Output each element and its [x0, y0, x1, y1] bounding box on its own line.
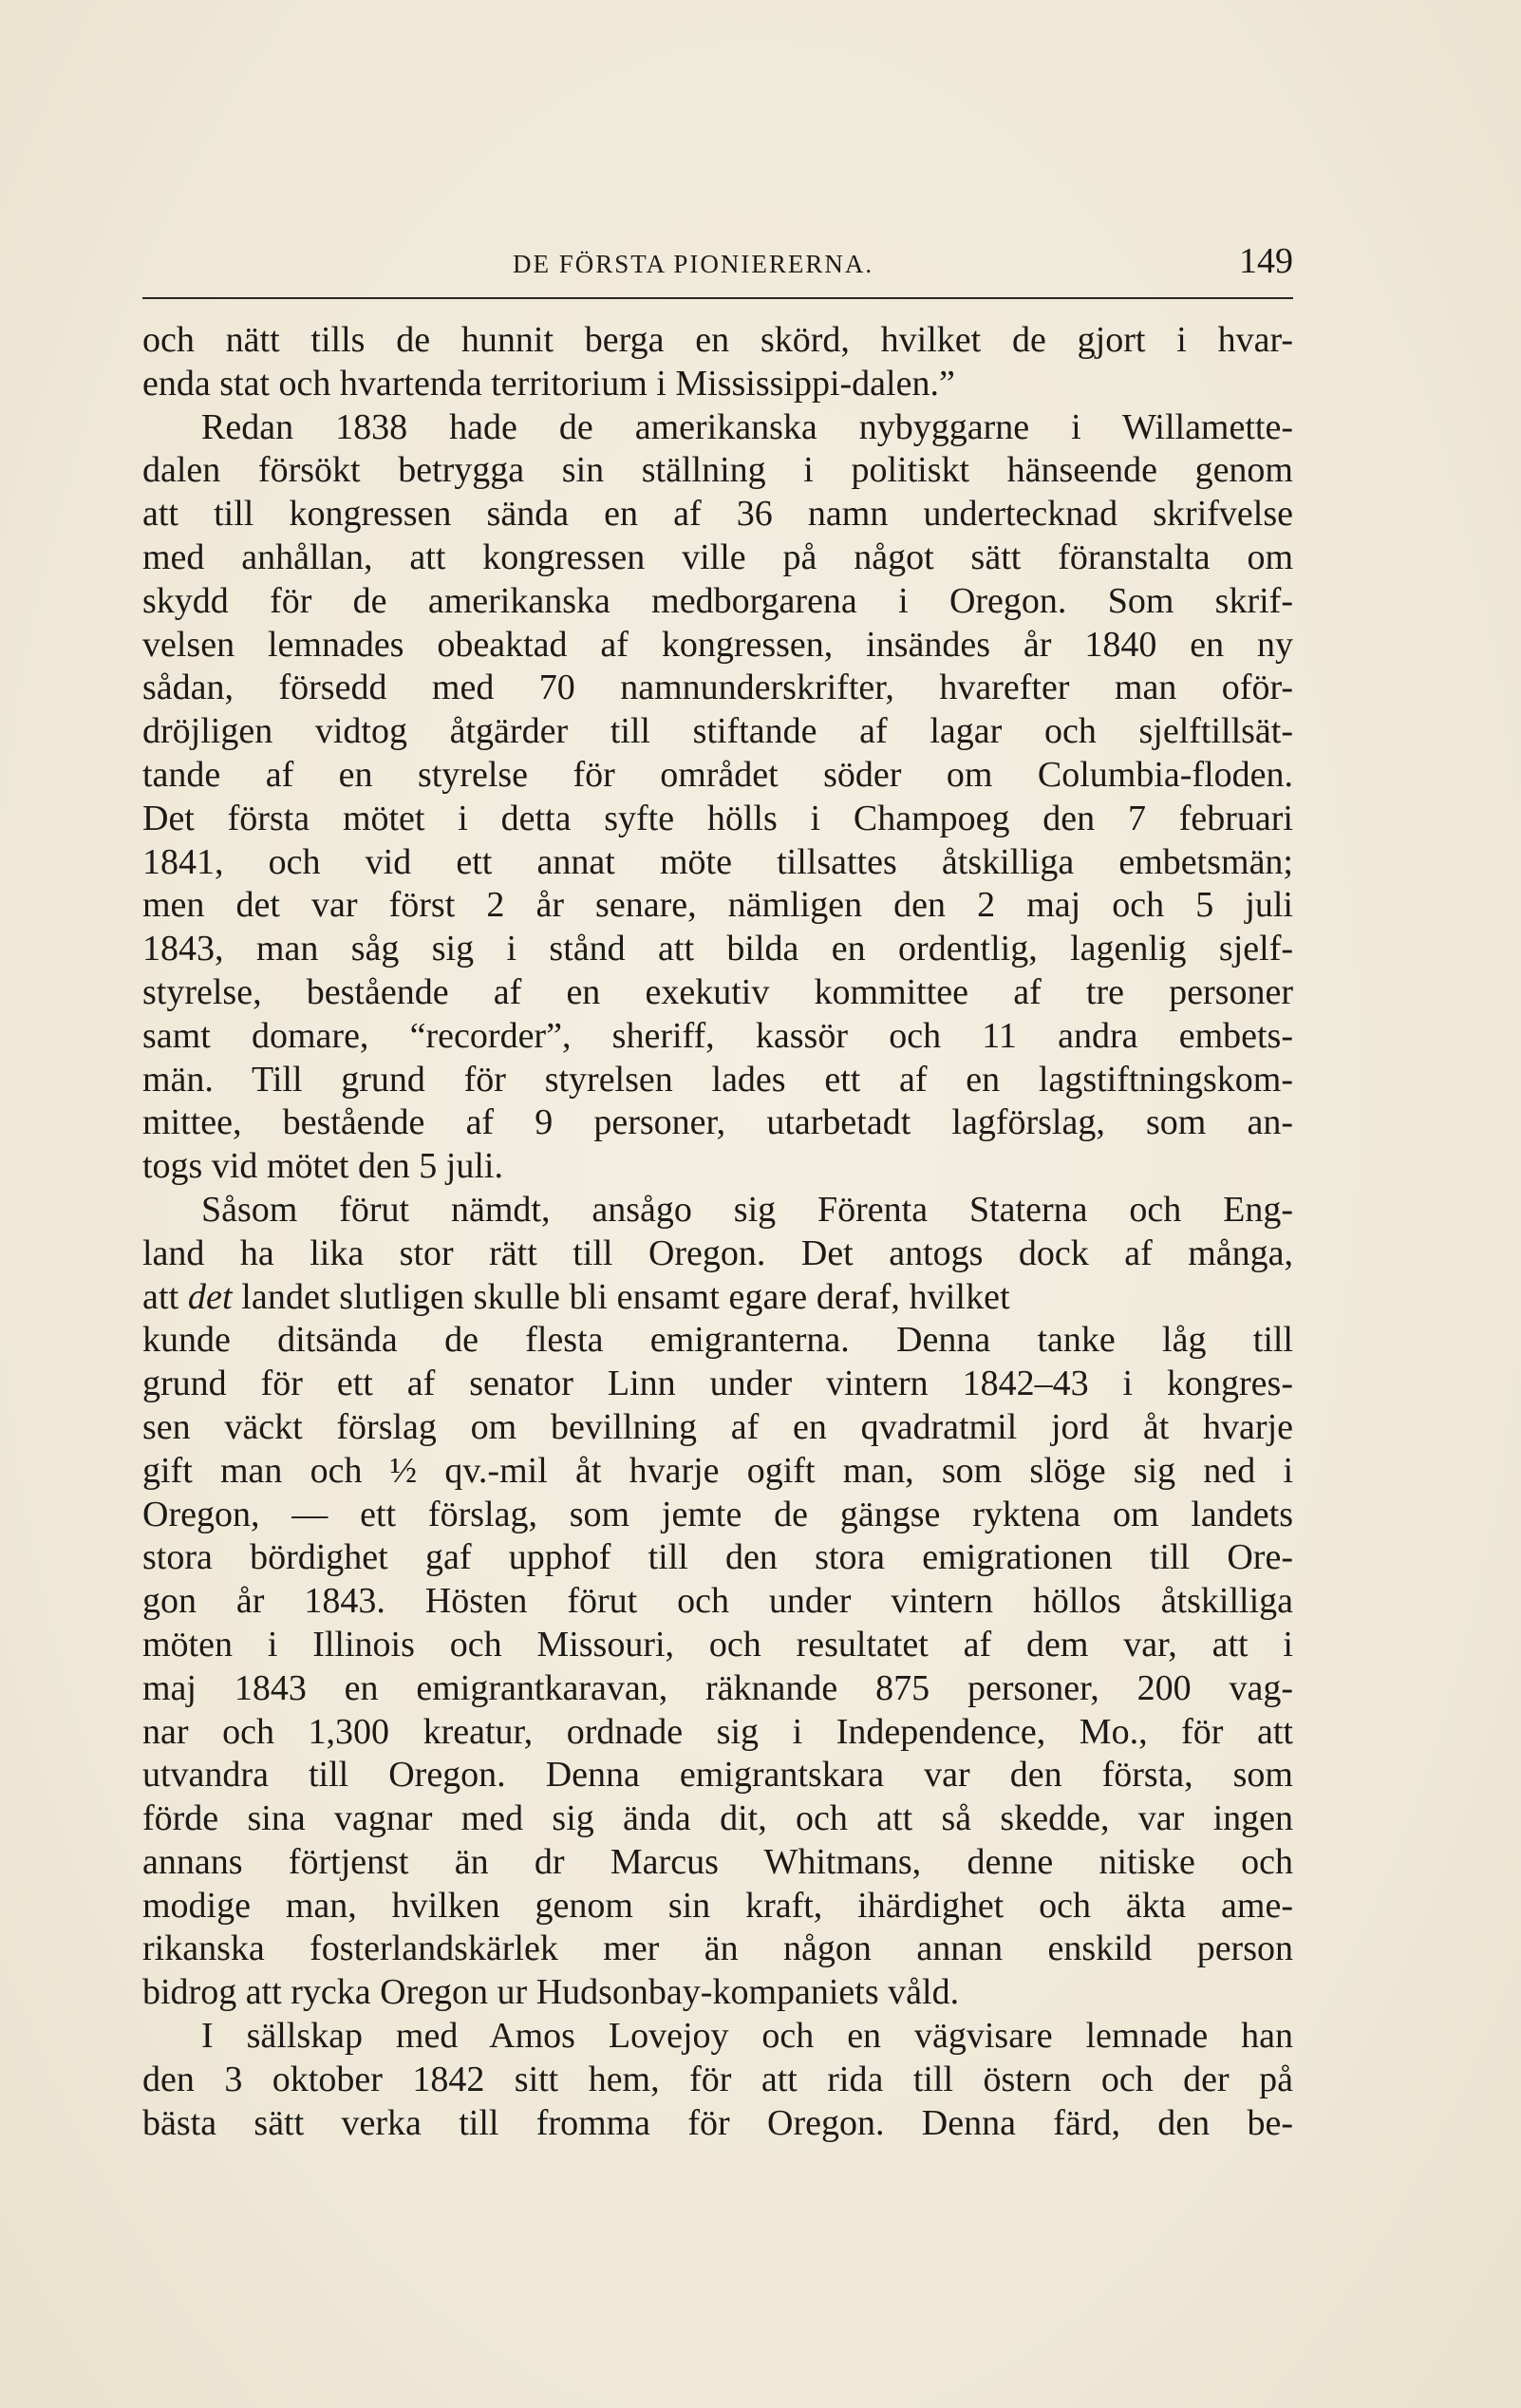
text-line: nar och 1,300 kreatur, ordnade sig i Independence, Mo., för att: [142, 1711, 1293, 1752]
text-line: förde sina vagnar med sig ända dit, och att så skedde, var ingen: [142, 1798, 1293, 1839]
body-text: [142, 319, 1293, 2145]
text-line: 1841, och vid ett annat möte tillsattes åtskilliga embetsmän;: [142, 841, 1293, 882]
page-number: 149: [1239, 241, 1293, 281]
text-line: Redan 1838 hade de amerikanska nybyggarne i Willamette-: [201, 406, 1293, 447]
text-line: möten i Illinois och Missouri, och resultatet af dem var, att i: [142, 1624, 1293, 1665]
text-line: velsen lemnades obeaktad af kongressen, insändes år 1840 en ny: [142, 624, 1293, 665]
text-line: stora bördighet gaf upphof till den stora emigrationen till Ore-: [142, 1537, 1293, 1578]
text-line: och nätt tills de hunnit berga en skörd, hvilket de gjort i hvar-: [142, 320, 1293, 360]
text-line: I sällskap med Amos Lovejoy och en vägvisare lemnade han: [201, 2016, 1293, 2057]
running-head: DE FÖRSTA PIONIERERNA.: [513, 250, 874, 278]
text-line: gon år 1843. Hösten förut och under vintern höllos åtskilliga: [142, 1581, 1293, 1622]
text-line: med anhållan, att kongressen ville på något sätt föranstalta om: [142, 536, 1293, 577]
text-line: rikanska fosterlandskärlek mer än någon annan enskild person: [142, 1928, 1293, 1969]
text-segment: att: [142, 1276, 188, 1317]
text-line: kunde ditsända de flesta emigranterna. Denna tanke låg till: [142, 1320, 1293, 1361]
italic-word: det: [187, 1276, 233, 1317]
text-line: men det var först 2 år senare, nämligen den 2 maj och 5 juli: [142, 885, 1293, 926]
text-line: samt domare, “recorder”, sheriff, kassör och 11 andra embets-: [142, 1015, 1293, 1056]
text-line: sen väckt förslag om bevillning af en qvadratmil jord åt hvarje: [142, 1406, 1293, 1447]
text-line: gift man och ½ qv.-mil åt hvarje ogift man, som slöge sig ned i: [142, 1450, 1293, 1491]
text-line: dröjligen vidtog åtgärder till stiftande af lagar och sjelftillsät-: [142, 711, 1293, 752]
header-rule: [142, 297, 1293, 299]
text-line: maj 1843 en emigrantkaravan, räknande 875 personer, 200 vag-: [142, 1667, 1293, 1708]
text-line: dalen försökt betrygga sin ställning i politiskt hänseende genom: [142, 450, 1293, 491]
text-line: utvandra till Oregon. Denna emigrantskara var den första, som: [142, 1755, 1293, 1796]
text-line: bästa sätt verka till fromma för Oregon. Denna färd, den be-: [142, 2102, 1293, 2143]
text-line: skydd för de amerikanska medborgarena i Oregon. Som skrif-: [142, 580, 1293, 621]
text-line: modige man, hvilken genom sin kraft, ihärdighet och äkta ame-: [142, 1885, 1293, 1926]
text-line: Såsom förut nämdt, ansågo sig Förenta Staterna och Eng-: [201, 1189, 1293, 1230]
text-line: annans förtjenst än dr Marcus Whitmans, denne nitiske och: [142, 1841, 1293, 1882]
text-line: Det första mötet i detta syfte hölls i Champoeg den 7 februari: [142, 798, 1293, 838]
text-line: Oregon, — ett förslag, som jemte de gängse ryktena om landets: [142, 1494, 1293, 1534]
text-line: mittee, bestående af 9 personer, utarbetadt lagförslag, som an-: [142, 1102, 1293, 1143]
text-line: sådan, försedd med 70 namnunderskrifter, hvarefter man oför-: [142, 668, 1293, 708]
text-line: den 3 oktober 1842 sitt hem, för att rida till östern och der på: [142, 2059, 1293, 2099]
text-line: enda stat och hvartenda territorium i Mississippi-dalen.”: [142, 363, 955, 404]
text-segment: landet slutligen skulle bli ensamt egare deraf, hvilket: [232, 1276, 1010, 1317]
text-line: togs vid mötet den 5 juli.: [142, 1146, 503, 1187]
page-header: [142, 240, 1293, 297]
text-line: att till kongressen sända en af 36 namn undertecknad skrifvelse: [142, 494, 1293, 535]
text-line: grund för ett af senator Linn under vintern 1842–43 i kongres-: [142, 1364, 1293, 1404]
text-line: styrelse, bestående af en exekutiv kommittee af tre personer: [142, 971, 1293, 1012]
text-line: bidrog att rycka Oregon ur Hudsonbay-kompaniets våld.: [142, 1972, 960, 2013]
text-line: land ha lika stor rätt till Oregon. Det antogs dock af många,: [142, 1232, 1293, 1273]
text-line: tande af en styrelse för området söder om Columbia-floden.: [142, 754, 1293, 795]
text-line-italic: [142, 1276, 1293, 1320]
text-line: män. Till grund för styrelsen lades ett af en lagstiftningskom-: [142, 1059, 1293, 1100]
text-line: 1843, man såg sig i stånd att bilda en ordentlig, lagenlig sjelf-: [142, 929, 1293, 969]
